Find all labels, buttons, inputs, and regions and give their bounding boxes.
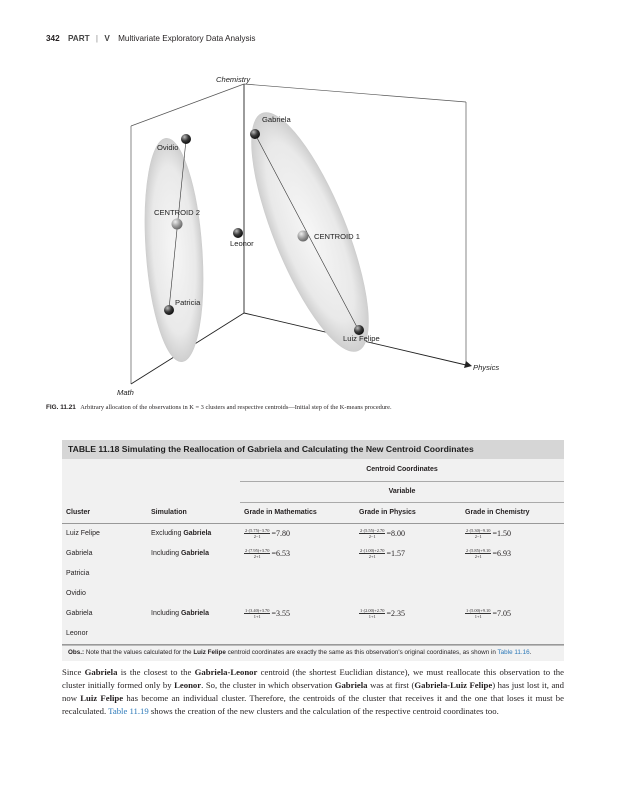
- col-header-cluster: Cluster: [66, 508, 91, 516]
- point-ovidio: [181, 134, 191, 144]
- cell-cluster: Gabriela: [66, 550, 93, 557]
- group-header: Centroid Coordinates: [240, 459, 564, 481]
- table-11-16-link[interactable]: Table 11.16: [497, 648, 530, 656]
- table-row: [62, 624, 564, 645]
- label-ovidio: Ovidio: [157, 143, 179, 152]
- table-11-19-link[interactable]: Table 11.19: [108, 706, 149, 716]
- figure-caption-text: Arbitrary allocation of the observations in K = 3 clusters and respective centroids—Initial step of the K-means procedure.: [80, 404, 392, 411]
- cluster-ellipse-1: [229, 100, 392, 364]
- cell-physics: $\frac{2\cdot(1.00)+2.70}{2+1}$ =1.57: [360, 547, 405, 559]
- cell-simulation: Excluding Gabriela: [151, 530, 212, 537]
- label-leonor: Leonor: [230, 239, 254, 248]
- label-luiz-felipe: Luiz Felipe: [343, 334, 380, 343]
- cell-chemistry: $\frac{2\cdot(5.30)-9.10}{2-1}$ =1.50: [466, 527, 511, 539]
- cell-physics: $\frac{1\cdot(2.00)+2.70}{1+1}$ =2.35: [360, 607, 405, 619]
- cluster-ellipse-2: [138, 136, 209, 363]
- part-number: V: [104, 34, 110, 43]
- header-separator: |: [95, 34, 99, 43]
- table-title: TABLE 11.18 Simulating the Reallocation of Gabriela and Calculating the New Centroid Coordinates: [62, 440, 564, 459]
- label-patricia: Patricia: [175, 298, 201, 307]
- point-patricia: [164, 305, 174, 315]
- axis-label-math: Math: [117, 388, 134, 397]
- variable-header: Variable: [240, 481, 564, 502]
- table-row: [62, 564, 564, 584]
- label-centroid-2: CENTROID 2: [154, 208, 200, 217]
- col-header-physics: Grade in Physics: [359, 509, 416, 516]
- reallocation-table: [62, 459, 564, 645]
- col-header-math: Grade in Mathematics: [244, 509, 317, 516]
- table-row: [62, 544, 564, 564]
- cell-cluster: Luiz Felipe: [66, 530, 100, 537]
- cell-cluster: Leonor: [66, 630, 88, 637]
- figure-number: FIG. 11.21: [46, 404, 76, 411]
- chapter-title: Multivariate Exploratory Data Analysis: [118, 34, 256, 43]
- cell-simulation: Including Gabriela: [151, 610, 209, 617]
- cell-math: $\frac{2\cdot(5.75)-3.70}{2-1}$ =7.80: [245, 527, 290, 539]
- cell-math: $\frac{2\cdot(7.95)+3.70}{2+1}$ =6.53: [245, 547, 290, 559]
- axis-label-chemistry: Chemistry: [216, 75, 251, 84]
- cell-chemistry: $\frac{2\cdot(5.85)+9.10}{2+1}$ =6.93: [466, 547, 511, 559]
- cell-physics: $\frac{2\cdot(5.55)-2.70}{2-1}$ =8.00: [360, 527, 405, 539]
- col-header-chemistry: Grade in Chemistry: [465, 509, 530, 516]
- table-row: [62, 523, 564, 544]
- body-paragraph: Since Gabriela is the closest to the Gabriela-Leonor centroid (the shortest Euclidian distance), we must reallocate this observation to the cluster initially formed only by Leonor. So, the cluster in which observation Gabriela was at first (Gabriela-Luiz Felipe) has just lost it, and now Luiz Felipe has become an individual cluster. Therefore, the centroids of the cluster that receives it and the one that loses it must be recalculated. Table 11.19 shows the creation of the new clusters and the calculation of the respective centroid coordinates too.: [62, 667, 564, 716]
- cell-cluster: Patricia: [66, 570, 90, 577]
- point-centroid-2: [172, 219, 183, 230]
- point-gabriela: [250, 129, 260, 139]
- cell-cluster: Ovidio: [66, 590, 86, 597]
- table-row: [62, 604, 564, 624]
- cell-chemistry: $\frac{1\cdot(5.00)+9.10}{1+1}$ =7.05: [466, 607, 511, 619]
- physics-arrowhead: [464, 361, 472, 368]
- table-row: [62, 584, 564, 604]
- col-header-simulation: Simulation: [151, 508, 187, 516]
- point-leonor: [233, 228, 243, 238]
- label-centroid-1: CENTROID 1: [314, 232, 360, 241]
- figure-caption: [46, 404, 586, 411]
- label-gabriela: Gabriela: [262, 115, 291, 124]
- table-11-18: [62, 440, 564, 661]
- page-number: 342: [46, 34, 60, 43]
- cell-math: $\frac{1\cdot(3.40)+3.70}{1+1}$ =3.55: [245, 607, 290, 619]
- axis-label-physics: Physics: [473, 363, 500, 372]
- cell-simulation: Including Gabriela: [151, 550, 209, 557]
- cell-cluster: Gabriela: [66, 610, 93, 617]
- table-note: Obs.: Note that the values calculated for the Luiz Felipe centroid coordinates are exactly the same as this observation's original coordinates, as shown in Table 11.16.: [62, 645, 564, 661]
- point-centroid-1: [298, 231, 309, 242]
- part-label: PART: [67, 34, 90, 43]
